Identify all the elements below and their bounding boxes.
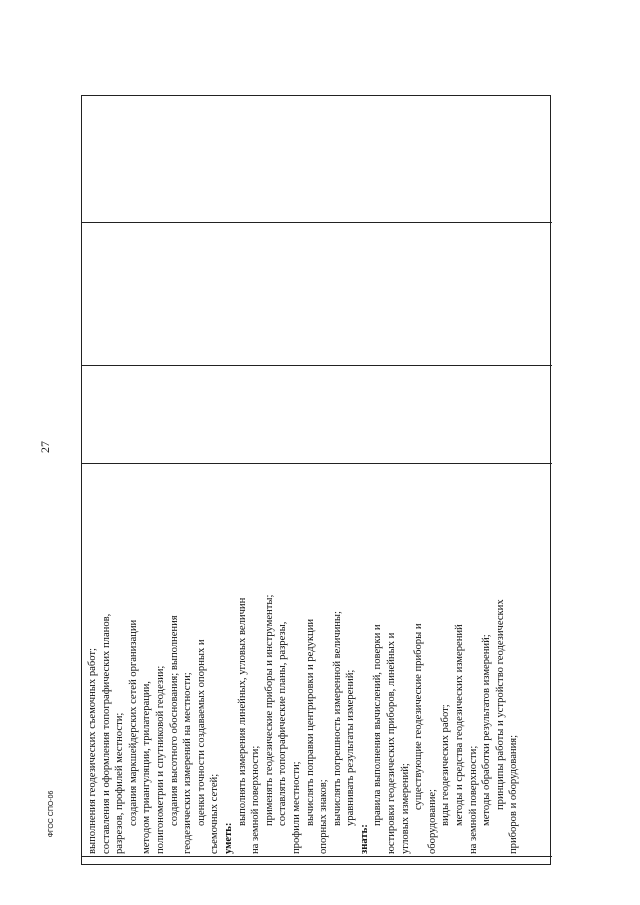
competency-line: принципы работы и устройство геодезических — [494, 599, 506, 810]
competency-line: полигонометрии и спутниковой геодезии; — [154, 665, 166, 854]
competency-line: уравнивать результаты измерений; — [345, 669, 357, 826]
competency-line: приборов и оборудования; — [508, 734, 520, 854]
competency-line: съемочных сетей; — [209, 773, 221, 854]
competency-line: оборудование; — [426, 788, 438, 854]
competency-line: опорных знаков; — [318, 779, 330, 854]
competency-line: уметь: — [222, 822, 234, 854]
competency-line: существующие геодезические приборы и — [413, 623, 425, 810]
competency-line: методы обработки результатов измерений; — [481, 634, 493, 826]
competency-line: разрезов, профилей местности; — [114, 712, 126, 854]
competency-line: оценки точности создаваемых опорных и — [195, 639, 207, 826]
competency-line: профили местности; — [290, 761, 302, 854]
rotated-table-wrapper — [81, 95, 551, 865]
competency-line: методы и средства геодезических измерений — [454, 624, 466, 826]
competency-line: выполнять измерения линейных, угловых величин — [236, 597, 248, 826]
competency-line: методом триангуляции, трилатерации, — [141, 681, 153, 854]
competency-line: виды геодезических работ; — [440, 704, 452, 826]
competency-line: юстировки геодезических приборов, линейных и — [386, 632, 398, 854]
footer-code: ФГОС СПО-06 — [48, 790, 55, 838]
competency-line: на земной поверхности; — [467, 745, 479, 854]
page-number: 27 — [38, 441, 52, 453]
column-divider-1 — [82, 856, 552, 857]
competency-line: знать: — [358, 824, 370, 854]
competency-line: вычислять погрешность измеренной величины; — [331, 611, 343, 826]
competency-line: выполнения геодезических съемочных работ; — [87, 648, 98, 854]
competency-line: правила выполнения вычислений, поверки и — [372, 624, 384, 826]
column-divider-2 — [82, 463, 552, 464]
competency-line: угловых измерений; — [399, 763, 411, 854]
competency-line: составления и оформления топографических планов, — [100, 613, 112, 854]
standards-table — [81, 95, 551, 865]
column-divider-4 — [82, 222, 552, 223]
competency-line: вычислять поправки центрировки и редукции — [304, 618, 316, 826]
competency-line: составлять топографические планы, разрезы, — [277, 621, 289, 826]
competency-line: геодезических измерений на местности; — [182, 672, 194, 854]
competency-cell — [86, 554, 521, 854]
competency-line: применять геодезические приборы и инструменты; — [263, 594, 275, 826]
competency-line: создания высотного обоснования; выполнения — [168, 615, 180, 826]
column-divider-3 — [82, 365, 552, 366]
competency-line: на земной поверхности; — [250, 745, 262, 854]
competency-line: создания маркшейдерских сетей организации — [127, 619, 139, 826]
